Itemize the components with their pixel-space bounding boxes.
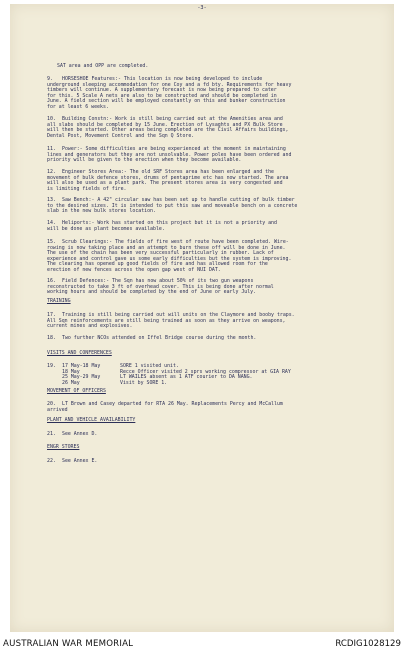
visit-text: Recce Officer visited 2 sprs working compressor at GIA RAY — [120, 368, 291, 375]
visit-date: 18 May — [62, 368, 80, 375]
archive-name: AUSTRALIAN WAR MEMORIAL — [3, 639, 134, 649]
officers-section — [47, 389, 389, 395]
paragraph-14: 14. Heliports:- Work has started on this project but it is not a priority and will be done as plant becomes available. — [47, 220, 277, 232]
visit-text: Visit by SORE 1. — [120, 379, 168, 386]
paragraph-number: 18. — [47, 335, 56, 341]
paragraph-number: 13. — [47, 197, 56, 203]
paragraph-number: 11. — [47, 146, 56, 152]
paragraph-22: 22. See Annex E. — [47, 458, 98, 464]
section-heading: PLANT AND VEHICLE AVAILABILITY — [47, 417, 136, 423]
visits-section — [47, 351, 389, 357]
paragraph-number: 9. — [47, 76, 53, 82]
plant-section — [47, 418, 389, 424]
paragraph-12: 12. Engineer Stores Area:- The old SRF Stores area has been enlarged and the movement of bulk defence stores, drums of pentaprime etc has now started. The area will also be used as a plant park. The present stores area is very congested and is limiting fields of fire. — [47, 169, 289, 192]
training-section — [47, 299, 389, 305]
visit-text: LT WAILES absent as 1 ATF courier to DA NANG. — [120, 374, 253, 381]
paragraph-13: 13. Saw Bench:- A 42" circular saw has been set up to handle cutting of bulk timber to the desired sizes. It is intended to put this saw and moveable bench on a concrete slab in the new bulk stores location. — [47, 197, 298, 215]
paragraph-18: 18. Two further NCOs attended on Iffel Bridge course during the month. — [47, 335, 257, 341]
stores-section — [47, 445, 389, 451]
section-heading: MOVEMENT OF OFFICERS — [47, 388, 106, 394]
visit-row — [47, 381, 389, 387]
section-heading: TRAINING — [47, 298, 71, 304]
visit-text: SORE 1 visited unit. — [120, 363, 179, 369]
visit-date: 25 May-29 May — [62, 374, 101, 381]
paragraph-number: 20. — [47, 401, 56, 407]
paragraph-17: 17. Training is still being carried out will units on the Claymore and booby traps. All Sqn reinforcements are still being trained as soon as they arrive on weapons, current mines and explosives. — [47, 312, 295, 330]
paragraph-9: 9. HORSESHOE Features:- This location is now being developed to include underground sleeping accommodation for one Coy and a fd bty. Requirements for heavy timbers will continue. A supplementary forecast is now being prepared to cater for this. 5 Scale A nets are also to be constructed and should be completed in June. A field section will be employed constantly on this and bunker construction for at least 6 weeks. — [47, 76, 292, 110]
paragraph-number: 14. — [47, 220, 56, 226]
paragraph-number: 16. — [47, 278, 56, 284]
document-page — [10, 4, 394, 632]
paragraph-number: 15. — [47, 239, 56, 245]
intro-line: SAT area and OPP are completed. — [57, 63, 149, 69]
paragraph-number: 19. — [47, 363, 56, 369]
paragraph-19 — [47, 364, 389, 386]
section-heading: ENGR STORES — [47, 444, 80, 450]
section-heading: VISITS AND CONFERENCES — [47, 350, 112, 356]
paragraph-number: 17. — [47, 312, 56, 318]
visit-date: 17 May-18 May — [62, 363, 101, 369]
paragraph-number: 12. — [47, 169, 56, 175]
page-number: -3- — [197, 5, 207, 11]
paragraph-15: 15. Scrub Clearings:- The fields of fire west of route have been completed. Wire- rowing is now taking place and an attempt to burn these off will be done in June. The use of the chain has been very successful particularly in rubber. Lack of experience and control gave us some early difficulties but the system is improving. The clearing has opened up good fields of fire and has allowed room for the erection of new fences across the open gap west of NUI DAT. — [47, 239, 292, 273]
archive-footer — [0, 636, 404, 654]
paragraph-number: 22. — [47, 458, 56, 464]
archive-reference: RCDIG1028129 — [335, 639, 401, 649]
paragraph-number: 21. — [47, 431, 56, 437]
paragraph-16: 16. Field Defences:- The Sqn has now about 50% of its two gun weapons reconstructed to take 3 ft of overhead cover. This is being done after normal working hours and should be completed by the end of June or early July. — [47, 278, 274, 296]
paragraph-number: 10. — [47, 116, 56, 122]
paragraph-20: 20. LT Brown and Casey departed for RTA 26 May. Replacements Percy and McCallum arrived — [47, 401, 283, 413]
paragraph-10: 10. Building Constn:- Work is still being carried out at the Amenities area and all slabs should be completed by 15 June. Erection of Lysaghts and PX Bulk Store will then be started. Other areas being completed are the Civil Affairs buildings, Dental Post, Movement Control and the Sqn Q Store. — [47, 116, 289, 139]
paragraph-21: 21. See Annex D. — [47, 431, 98, 437]
paragraph-11: 11. Power:- Some difficulties are being experienced at the moment in maintaining lines and generators but they are not unsolvable. Power poles have been ordered and priority will be given to the erection when they become available. — [47, 146, 292, 164]
visit-date: 26 May — [62, 379, 80, 386]
